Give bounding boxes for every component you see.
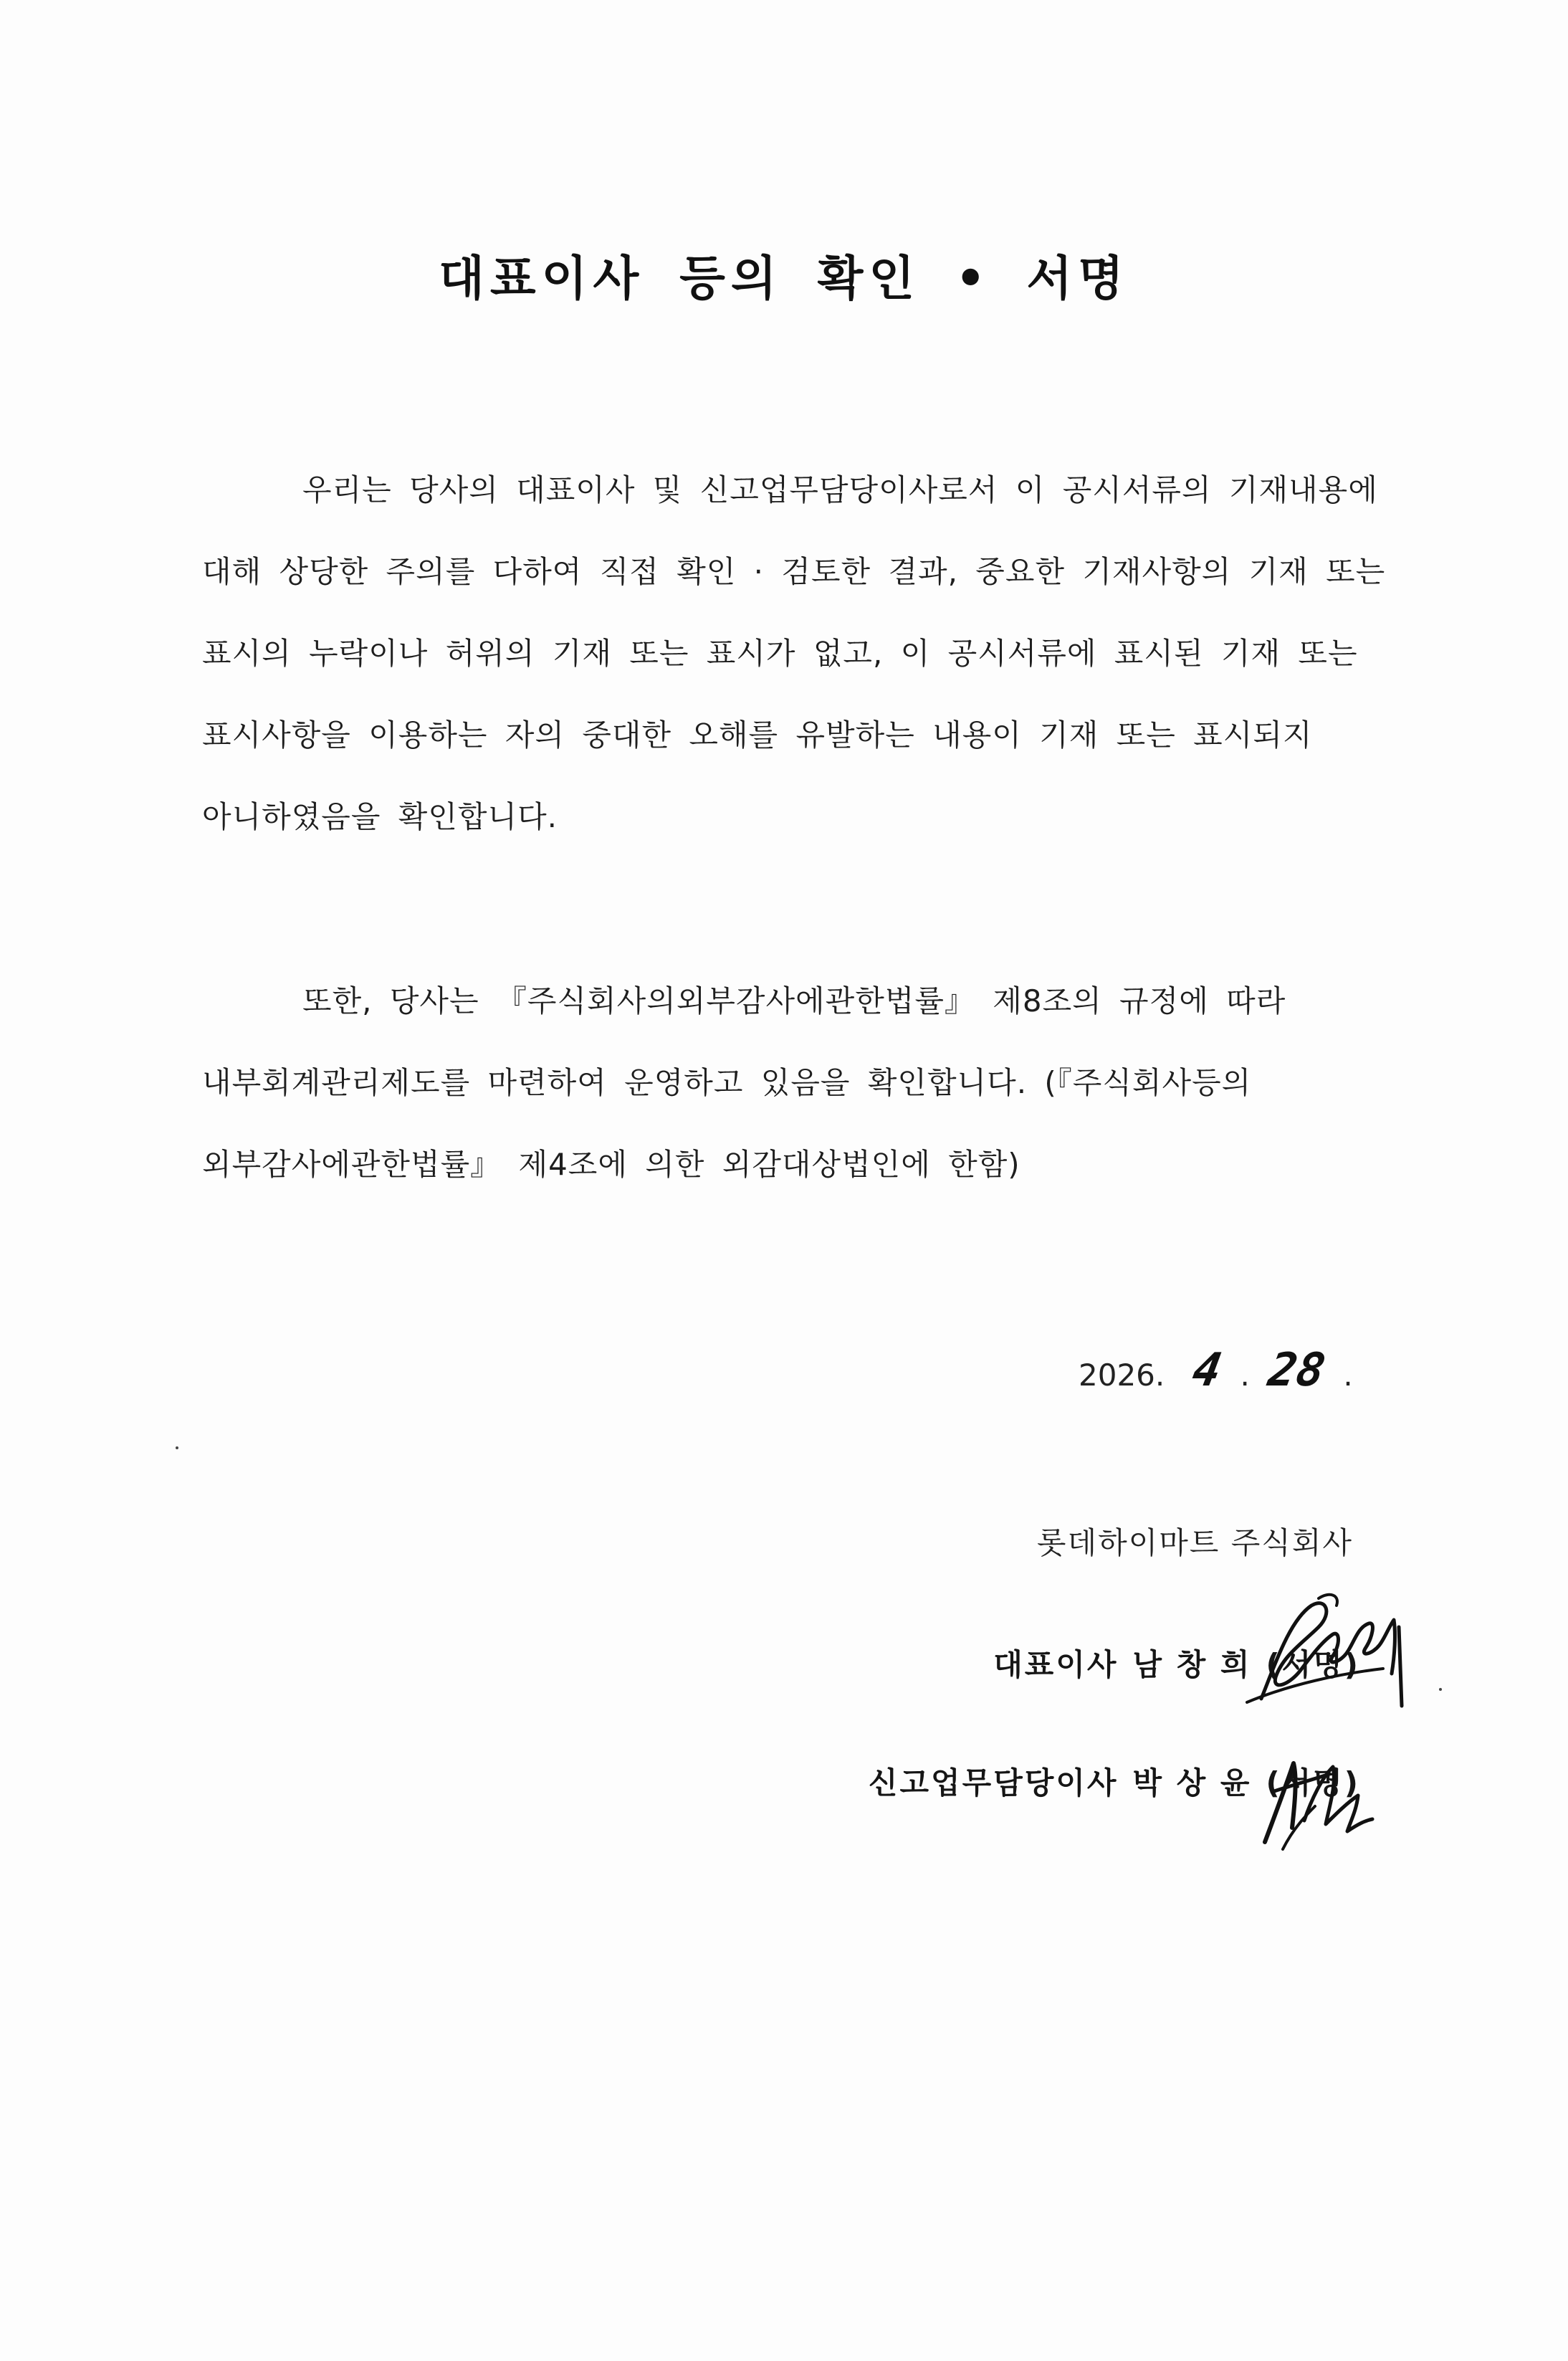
date-year: 2026. <box>1079 1358 1165 1393</box>
signer-disclosure-officer <box>869 1760 1360 1803</box>
document-title: 대표이사 등의 확인 • 서명 <box>439 251 1129 306</box>
internal-control-paragraph <box>202 960 1363 1206</box>
paragraph-line: 외부감사에관한법률』 제4조에 의한 외감대상법인에 한함) <box>202 1147 1020 1182</box>
paragraph-line: 표시사항을 이용하는 자의 중대한 오해를 유발하는 내용이 기재 또는 표시되지 <box>202 717 1313 753</box>
signer-role: 대표이사 <box>993 1647 1119 1682</box>
company-name: 롯데하이마트 주식회사 <box>1036 1525 1353 1560</box>
signer-name: 박 상 윤 <box>1132 1765 1252 1800</box>
paragraph-line: 또한, 당사는 『주식회사의외부감사에관한법률』 제8조의 규정에 따라 <box>302 983 1286 1019</box>
paragraph-line: 우리는 당사의 대표이사 및 신고업무담당이사로서 이 공시서류의 기재내용에 <box>302 472 1378 507</box>
date-day: 28 <box>1264 1344 1329 1397</box>
signing-date <box>1079 1344 1353 1397</box>
paragraph-line: 대해 상당한 주의를 다하여 직접 확인 · 검토한 결과, 중요한 기재사항의 기재 또는 <box>202 554 1386 589</box>
signer-role: 신고업무담당이사 <box>868 1765 1119 1800</box>
paragraph-line: 아니하였음을 확인합니다. <box>202 799 558 834</box>
signature-mark-label: (서명) <box>1266 1765 1360 1800</box>
date-end: . <box>1343 1358 1353 1393</box>
date-month: 4 <box>1188 1344 1226 1397</box>
scan-speck <box>1439 1688 1442 1691</box>
paragraph-line: 내부회계관리제도를 마련하여 운영하고 있음을 확인합니다. (『주식회사등의 <box>202 1065 1252 1100</box>
paragraph-line: 표시의 누락이나 허위의 기재 또는 표시가 없고, 이 공시서류에 표시된 기재 또는 <box>202 636 1358 671</box>
date-separator: . <box>1240 1358 1250 1393</box>
confirmation-paragraph <box>202 449 1386 858</box>
scan-speck <box>176 1446 178 1449</box>
signer-ceo <box>993 1641 1360 1684</box>
signer-name: 남 창 희 <box>1132 1647 1252 1682</box>
signature-mark-label: (서명) <box>1266 1647 1360 1682</box>
